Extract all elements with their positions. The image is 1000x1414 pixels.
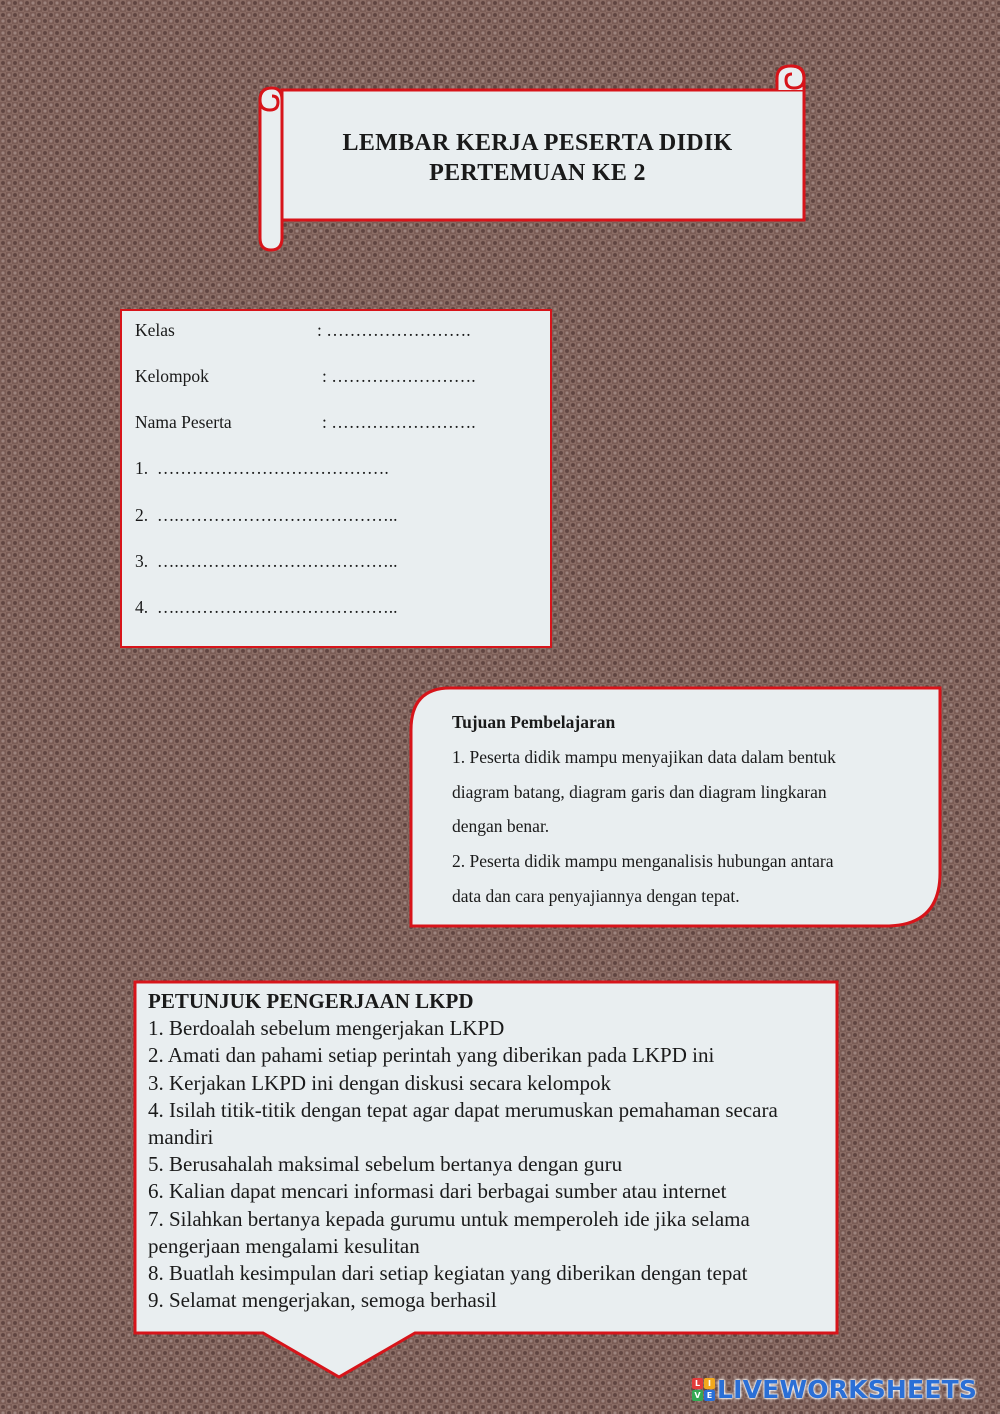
- tujuan-line: diagram batang, diagram garis dan diagram lingkaran: [452, 781, 827, 802]
- title-line-1: LEMBAR KERJA PESERTA DIDIK: [342, 130, 733, 156]
- petunjuk-item: 5. Berusahalah maksimal sebelum bertanya dengan guru: [148, 1152, 623, 1177]
- logo-letter: I: [704, 1378, 715, 1389]
- petunjuk-item: 3. Kerjakan LKPD ini dengan diskusi secara kelompok: [148, 1070, 612, 1095]
- member-line-1[interactable]: 1. ………………………………….: [135, 458, 389, 478]
- petunjuk-item: 7. Silahkan bertanya kepada gurumu untuk memperoleh ide jika selama pengerjaan mengalami kesulitan: [148, 1206, 750, 1258]
- tujuan-line: dengan benar.: [452, 816, 550, 837]
- logo-letter: V: [692, 1390, 703, 1401]
- petunjuk-item: 4. Isilah titik-titik dengan tepat agar dapat merumuskan pemahaman secara mandiri: [148, 1097, 778, 1150]
- tujuan-pembelajaran: [452, 705, 912, 914]
- field-label: Kelompok: [135, 366, 209, 386]
- logo-letter: E: [704, 1390, 715, 1401]
- field-label: Nama Peserta: [135, 412, 232, 432]
- field-label: Kelas: [135, 320, 175, 340]
- member-line-4[interactable]: 4. ….………………………………..: [135, 597, 398, 617]
- liveworksheets-watermark[interactable]: [692, 1374, 977, 1404]
- field-blank[interactable]: : …………………….: [322, 412, 476, 432]
- member-line-3[interactable]: 3. ….………………………………..: [135, 551, 398, 571]
- member-line-2[interactable]: 2. ….………………………………..: [135, 505, 398, 525]
- tujuan-line: data dan cara penyajiannya dengan tepat.: [452, 885, 740, 906]
- logo-letter: L: [692, 1378, 703, 1389]
- petunjuk-item: 2. Amati dan pahami setiap perintah yang diberikan pada LKPD ini: [148, 1043, 715, 1068]
- petunjuk-pengerjaan: [148, 988, 828, 1314]
- field-blank[interactable]: : …………………….: [317, 320, 471, 340]
- tujuan-line: 1. Peserta didik mampu menyajikan data dalam bentuk: [452, 746, 836, 767]
- liveworksheets-logo-icon: [692, 1378, 715, 1401]
- tujuan-line: 2. Peserta didik mampu menganalisis hubungan antara: [452, 851, 834, 872]
- petunjuk-title: PETUNJUK PENGERJAAN LKPD: [148, 989, 474, 1013]
- petunjuk-item: 8. Buatlah kesimpulan dari setiap kegiatan yang diberikan dengan tepat: [148, 1261, 748, 1286]
- field-nama-peserta: [135, 412, 476, 496]
- title-line-2: PERTEMUAN KE 2: [429, 160, 646, 186]
- watermark-text: LIVEWORKSHEETS: [717, 1374, 978, 1404]
- field-blank[interactable]: : …………………….: [322, 366, 476, 386]
- identity-box: [120, 309, 552, 648]
- petunjuk-item: 1. Berdoalah sebelum mengerjakan LKPD: [148, 1016, 505, 1041]
- petunjuk-item: 6. Kalian dapat mencari informasi dari berbagai sumber atau internet: [148, 1179, 727, 1204]
- page-title: [285, 128, 790, 188]
- tujuan-title: Tujuan Pembelajaran: [452, 712, 616, 732]
- petunjuk-item: 9. Selamat mengerjakan, semoga berhasil: [148, 1288, 497, 1313]
